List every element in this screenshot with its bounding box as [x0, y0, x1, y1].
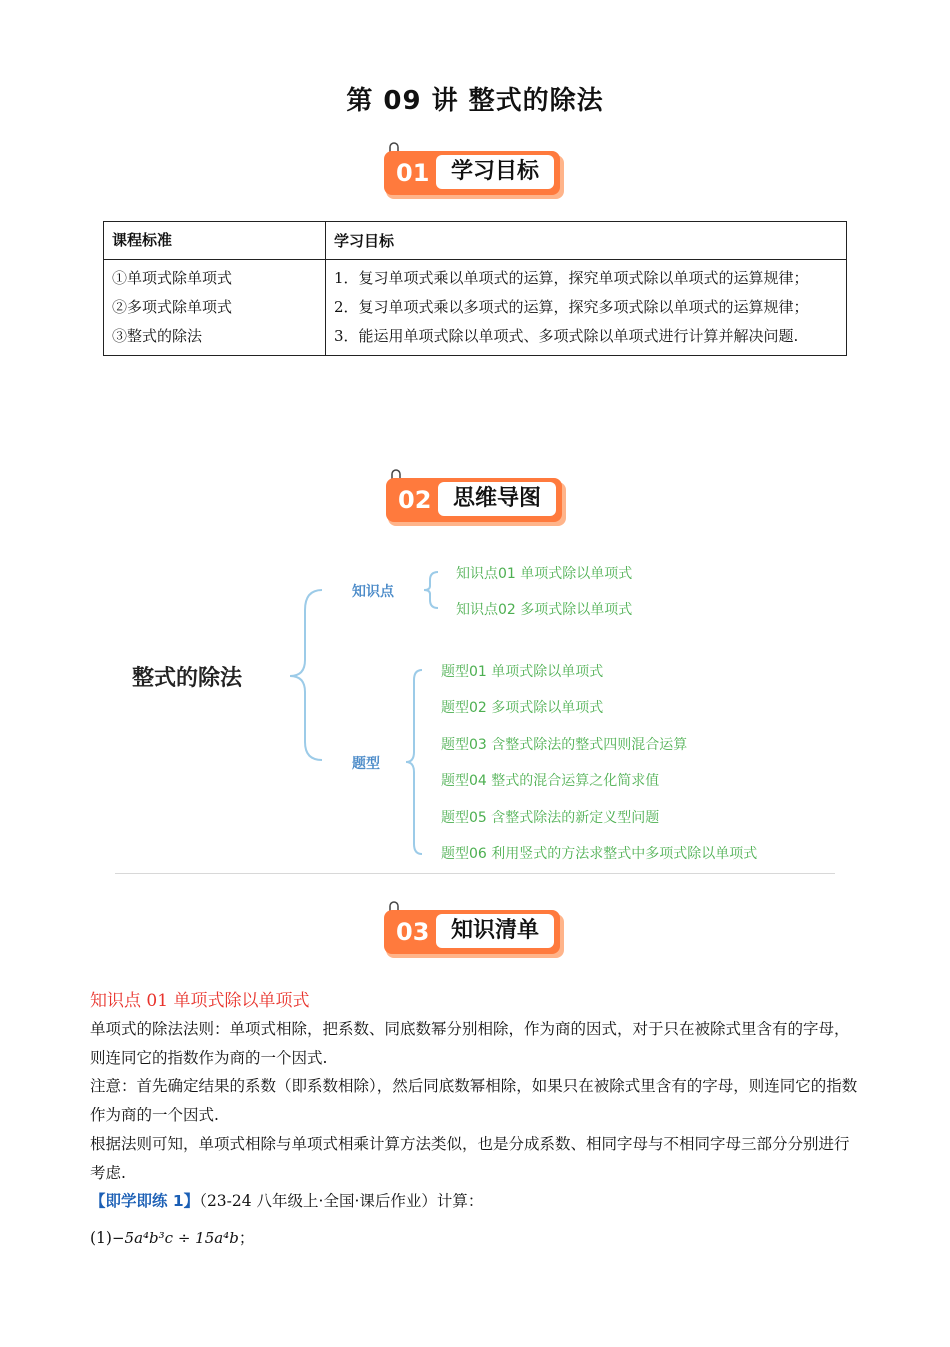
goal-item: 3．能运用单项式除以单项式、多项式除以单项式进行计算并解决问题.	[334, 327, 799, 345]
table-header-row	[104, 222, 847, 260]
mindmap-leaf: 题型01 单项式除以单项式	[441, 664, 604, 680]
mindmap-leaf: 题型04 整式的混合运算之化简求值	[441, 773, 660, 789]
summary-paragraph: 根据法则可知，单项式相除与单项式相乘计算方法类似，也是分成系数、相同字母与不相同字母三部分分别进行考虑.	[90, 1135, 850, 1182]
mindmap-leaf: 知识点01 单项式除以单项式	[456, 566, 633, 582]
mindmap-leaf: 题型03 含整式除法的整式四则混合运算	[441, 737, 688, 753]
exercise-end: ；	[238, 1229, 255, 1247]
section-banner-knowledge	[384, 900, 574, 962]
section-label: 学习目标	[436, 155, 554, 189]
mindmap-branch-types: 题型	[352, 756, 380, 772]
mindmap-leaf: 题型02 多项式除以单项式	[441, 700, 604, 716]
section-banner-mindmap	[386, 468, 576, 530]
standard-item: ③整式的除法	[112, 327, 203, 345]
mindmap-root: 整式的除法	[132, 666, 243, 691]
section-number: 01	[396, 159, 430, 187]
exercise-item	[90, 1224, 862, 1253]
section-number: 02	[398, 486, 432, 514]
mindmap-leaf: 题型05 含整式除法的新定义型问题	[441, 810, 660, 826]
table-row	[104, 260, 847, 356]
standards-table	[103, 221, 847, 356]
exercise-number: (1)	[90, 1229, 112, 1247]
section-label: 知识清单	[436, 914, 554, 948]
page-title: 第 09 讲 整式的除法	[346, 86, 604, 116]
knowledge-point-title: 知识点 01 单项式除以单项式	[90, 991, 310, 1011]
practice-tag: 【即学即练 1】	[90, 1192, 200, 1210]
mindmap-leaf: 知识点02 多项式除以单项式	[456, 602, 633, 618]
standards-cell	[104, 260, 326, 356]
section-banner-goals	[384, 141, 574, 203]
standard-item: ②多项式除单项式	[112, 298, 233, 316]
note-paragraph: 注意：首先确定结果的系数（即系数相除），然后同底数幂相除，如果只在被除式里含有的字母，则连同它的指数作为商的一个因式.	[90, 1077, 858, 1124]
exercise-expression: −5a⁴b³c ÷ 15a⁴b	[111, 1229, 239, 1247]
section-label: 思维导图	[438, 482, 556, 516]
practice-source: （23-24 八年级上·全国·课后作业）计算：	[199, 1192, 484, 1210]
mindmap-branch-knowledge: 知识点	[352, 584, 394, 600]
rule-paragraph: 单项式的除法法则：单项式相除，把系数、同底数幂分别相除，作为商的因式，对于只在被除式里含有的字母，则连同它的指数作为商的一个因式.	[90, 1020, 850, 1067]
goals-cell	[326, 260, 847, 356]
goal-item: 1．复习单项式乘以单项式的运算，探究单项式除以单项式的运算规律；	[334, 269, 809, 287]
practice-line	[90, 1187, 862, 1216]
table-header-goals: 学习目标	[326, 222, 847, 260]
section-number: 03	[396, 918, 430, 946]
divider	[115, 873, 835, 874]
table-header-standard: 课程标准	[104, 222, 326, 260]
standard-item: ①单项式除单项式	[112, 269, 233, 287]
mindmap-leaf: 题型06 利用竖式的方法求整式中多项式除以单项式	[441, 846, 758, 862]
goal-item: 2．复习单项式乘以多项式的运算，探究多项式除以单项式的运算规律；	[334, 298, 809, 316]
